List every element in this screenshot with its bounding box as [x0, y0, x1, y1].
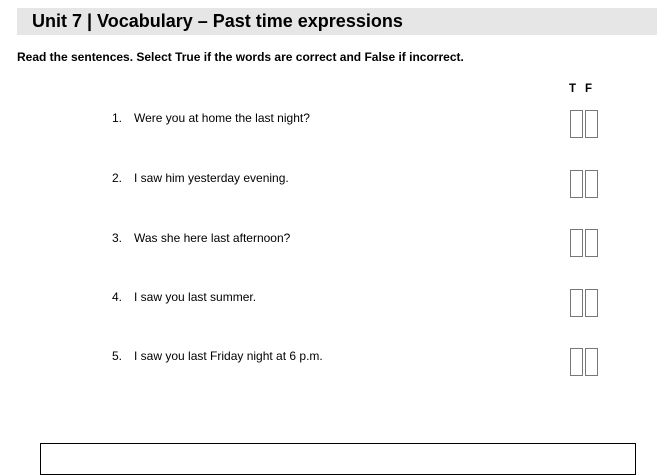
- question-number: 3.: [112, 231, 123, 245]
- question-item: [112, 171, 289, 185]
- question-text: Was she here last afternoon?: [134, 231, 291, 245]
- false-column-header: F: [585, 83, 593, 95]
- question-text: I saw him yesterday evening.: [134, 171, 289, 185]
- true-checkbox[interactable]: [570, 110, 583, 138]
- instructions-text: Read the sentences. Select True if the words are correct and False if incorrect.: [17, 50, 464, 64]
- false-checkbox[interactable]: [585, 170, 598, 198]
- true-checkbox[interactable]: [570, 229, 583, 257]
- unit-title-bar: [17, 8, 657, 35]
- question-text: Were you at home the last night?: [134, 111, 310, 125]
- question-number: 5.: [112, 349, 123, 363]
- question-number: 4.: [112, 290, 123, 304]
- true-checkbox[interactable]: [570, 289, 583, 317]
- question-number: 1.: [112, 111, 123, 125]
- question-item: [112, 231, 290, 245]
- question-text: I saw you last Friday night at 6 p.m.: [134, 349, 323, 363]
- question-item: [112, 349, 323, 363]
- true-column-header: T: [569, 83, 577, 95]
- true-checkbox[interactable]: [570, 170, 583, 198]
- question-item: [112, 111, 310, 125]
- page-title: Unit 7 | Vocabulary – Past time expressions: [32, 11, 403, 31]
- false-checkbox[interactable]: [585, 110, 598, 138]
- question-number: 2.: [112, 171, 123, 185]
- false-checkbox[interactable]: [585, 229, 598, 257]
- question-item: [112, 290, 256, 304]
- false-checkbox[interactable]: [585, 289, 598, 317]
- true-checkbox[interactable]: [570, 348, 583, 376]
- question-text: I saw you last summer.: [134, 290, 257, 304]
- answer-frame: [40, 443, 636, 475]
- false-checkbox[interactable]: [585, 348, 598, 376]
